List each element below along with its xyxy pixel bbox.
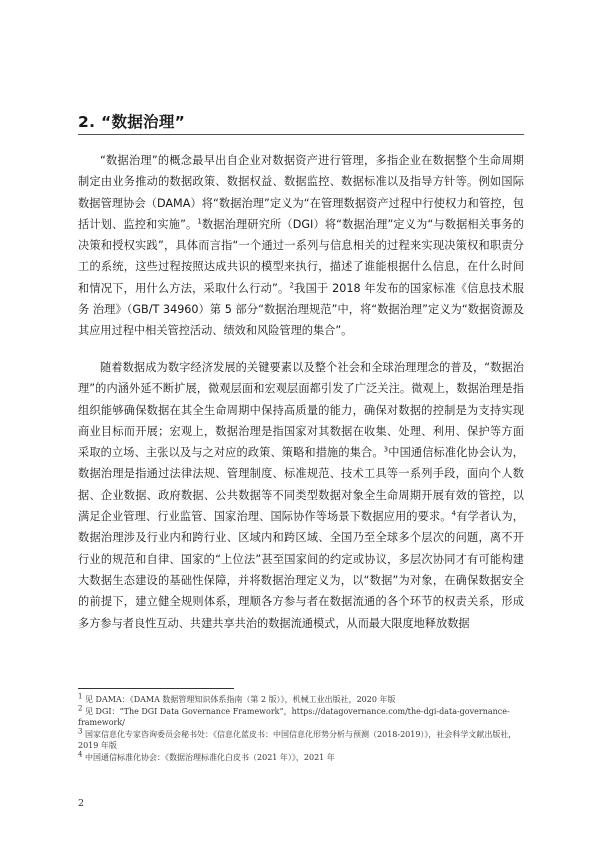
footnote-number: 2: [78, 703, 83, 712]
footnote-ref-4: 4: [451, 509, 457, 518]
paragraph-1-part-1: “数据治理”的概念最早出自企业对数据资产进行管理，多指企业在数据整个生命周期制定由业务推动的数据政策、数据权益、数据监控、数据标准以及指导方针等。例如国际数据管理协会（DAMA）将“数据治理”定义为“在管理数据资产过程中行使权力和管控，包括计划、监控和实施”。: [78, 154, 524, 231]
footnote-text: 国家信息化专家咨询委员会秘书处：《信息化蓝皮书：中国信息化形势分析与预测（2018-2019）》，社会科学文献出版社，2019 年版: [78, 729, 517, 750]
footnote-3: [78, 726, 524, 752]
footnote-number: 3: [78, 726, 83, 735]
footnote-text: 中国通信标准化协会：《数据治理标准化白皮书（2021 年）》，2021 年: [85, 752, 335, 762]
footnote-ref-3: 3: [383, 445, 389, 454]
footnote-divider: [78, 688, 234, 689]
page-number: 2: [78, 798, 85, 809]
paragraph-2-part-2: 中国通信标准化协会认为，数据治理是指通过法律法规、管理制度、标准规范、技术工具等一系列手段，面向个人数据、企业数据、政府数据、公共数据等不同类型数据对象全生命周期开展有效的管控，以满足企业管理、行业监管、国家治理、国际协作等场景下数据应用的要求。: [78, 446, 524, 524]
paragraph-1-text: [78, 150, 524, 342]
paragraph-2-part-1: 随着数据成为数字经济发展的关键要素以及整个社会和全球治理理念的普及，“数据治理”的内涵外延不断扩展，微观层面和宏观层面都引发了广泛关注。微观上，数据治理是指组织能够确保数据在其全生命周期中保持高质量的能力，确保对数据的控制是为支持实现商业目标而开展；宏观上，数据治理是指国家对其数据在收集、处理、利用、保护等方面采取的立场、主张以及与之对应的政策、策略和措施的集合。: [78, 361, 524, 460]
footnote-ref-1: 1: [197, 217, 202, 226]
section-heading: 2. “数据治理”: [78, 113, 186, 131]
heading-divider: [78, 134, 524, 135]
footnote-text: 见 DAMA：《DAMA 数据管理知识体系指南（第 2 版）》，机械工业出版社，2020 年版: [85, 695, 396, 704]
footnotes: [78, 694, 524, 763]
footnote-number: 4: [78, 749, 83, 758]
footnote-number: 1: [78, 692, 83, 701]
footnote-ref-2: 2: [289, 281, 294, 290]
paragraph-1-part-3: 我国于 2018 年发布的国家标准《信息技术服务 治理》（GB/T 34960）第 5 部分“数据治理规范”中，将“数据治理”定义为“数据资源及其应用过程中相关管控活动、绩效和风险管理的集合”。: [78, 281, 524, 338]
paragraph-2-text: [78, 357, 524, 634]
paragraph-1-part-2: 数据治理研究所（DGI）将“数据治理”定义为“与数据相关事务的决策和授权实践”，具体而言指“一个通过一系列与信息相关的过程来实现决策权和职责分工的系统，这些过程按照达成共识的模型来执行，描述了谁能根据什么信息，在什么时间和情况下，用什么方法，采取什么行动”。: [78, 217, 524, 295]
footnote-1: [78, 694, 524, 706]
paragraph-2-part-3: 有学者认为，数据治理涉及行业内和跨行业、区域内和跨区域、全国乃至全球多个层次的问题，离不开行业的规范和自律、国家的“上位法”甚至国家间的约定或协议，多层次协同才有可能构建大数据生态建设的基础性保障，并将数据治理定义为，以“数据”为对象，在确保数据安全的前提下，建立健全规则体系，理顺各方参与者在数据流通的各个环节的权责关系，形成多方参与者良性互动、共建共享共治的数据流通模式，从而最大限度地释放数据: [78, 510, 524, 630]
footnote-2: [78, 703, 524, 729]
footnote-text: 见 DGI：“The DGI Data Governance Framework”，https://datagovernance.com/the-dgi-data-governance-framework/: [78, 706, 510, 727]
paragraph-1: [78, 150, 524, 342]
footnote-4: [78, 749, 524, 764]
paragraph-2: [78, 357, 524, 634]
